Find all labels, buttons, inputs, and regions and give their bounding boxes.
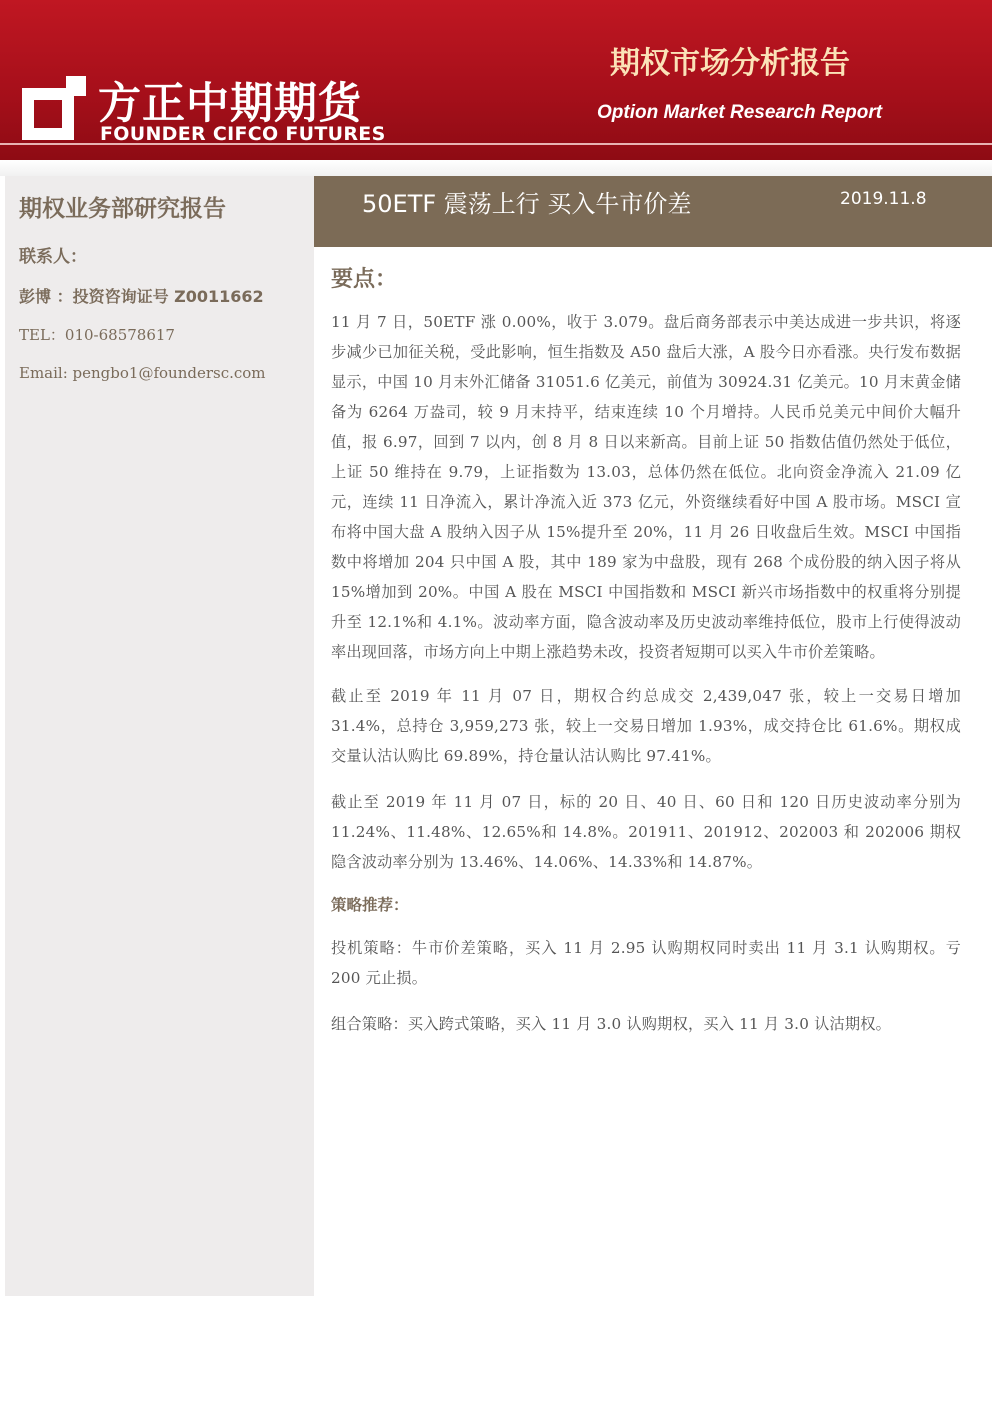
- company-name-en: FOUNDER CIFCO FUTURES: [100, 123, 386, 145]
- report-title: 50ETF 震荡上行 买入牛市价差: [362, 190, 692, 218]
- report-date: 2019.11.8: [840, 189, 927, 209]
- key-points-heading: 要点：: [331, 267, 398, 292]
- paragraph-volume: 截止至 2019 年 11 月 07 日，期权合约总成交 2,439,047 张，较上一交易日增加 31.4%，总持仓 3,959,273 张，较上一交易日增加 1.93%，成交持仓比 61.6%。期权成交量认沽认购比 69.89%，持仓量认沽认购比 97.41%。: [331, 687, 961, 765]
- contact-label: 联系人：: [19, 247, 87, 267]
- analyst-name: 彭博 ：投资咨询证号 Z0011662: [19, 287, 264, 306]
- report-type-en: Option Market Research Report: [597, 102, 883, 123]
- email-address[interactable]: Email: pengbo1@foundersc.com: [19, 364, 266, 382]
- department-title: 期权业务部研究报告: [19, 196, 226, 222]
- header-shadow: [0, 160, 992, 176]
- strategy-combination: 组合策略：买入跨式策略，买入 11 月 3.0 认购期权，买入 11 月 3.0 认沽期权。: [331, 1015, 892, 1033]
- strategy-speculative: 投机策略：牛市价差策略，买入 11 月 2.95 认购期权同时卖出 11 月 3.1 认购期权。亏 200 元止损。: [331, 939, 961, 987]
- paragraph-volatility: 截止至 2019 年 11 月 07 日，标的 20 日、40 日、60 日和 120 日历史波动率分别为 11.24%、11.48%、12.65%和 14.8%。201911、201912、202003 和 202006 期权隐含波动率分别为 13.46%、14.06%、14.33%和 14.87%。: [331, 793, 961, 871]
- main-content: [331, 262, 961, 1055]
- phone-number: TEL：010-68578617: [19, 326, 175, 344]
- company-logo-icon: [22, 76, 86, 140]
- strategy-heading: 策略推荐：: [331, 896, 409, 914]
- report-type-cn: 期权市场分析报告: [610, 46, 850, 81]
- paragraph-market-summary: 11 月 7 日，50ETF 涨 0.00%，收于 3.079。盘后商务部表示中美达成进一步共识，将逐步减少已加征关税，受此影响，恒生指数及 A50 盘后大涨，A 股今日亦看涨。央行发布数据显示，中国 10 月末外汇储备 31051.6 亿美元，前值为 30924.31 亿美元。10 月末黄金储备为 6264 万盎司，较 9 月末持平，结束连续 10 个月增持。人民币兑美元中间价大幅升值，报 6.97，回到 7 以内，创 8 月 8 日以来新高。目前上证 50 指数估值仍然处于低位，上证 50 维持在 9.79，上证指数为 13.03，总体仍然在低位。北向资金净流入 21.09 亿元，连续 11 日净流入，累计净流入近 373 亿元，外资继续看好中国 A 股市场。MSCI 宣布将中国大盘 A 股纳入因子从 15%提升至 20%，11 月 26 日收盘后生效。MSCI 中国指数中将增加 204 只中国 A 股，其中 189 家为中盘股，现有 268 个成份股的纳入因子将从 15%增加到 20%。中国 A 股在 MSCI 中国指数和 MSCI 新兴市场指数中的权重将分别提升至 12.1%和 4.1%。波动率方面，隐含波动率及历史波动率维持低位，股市上行使得波动率出现回落，市场方向上中期上涨趋势未改，投资者短期可以买入牛市价差策略。: [331, 313, 961, 661]
- company-name-cn: 方正中期期货: [98, 79, 362, 129]
